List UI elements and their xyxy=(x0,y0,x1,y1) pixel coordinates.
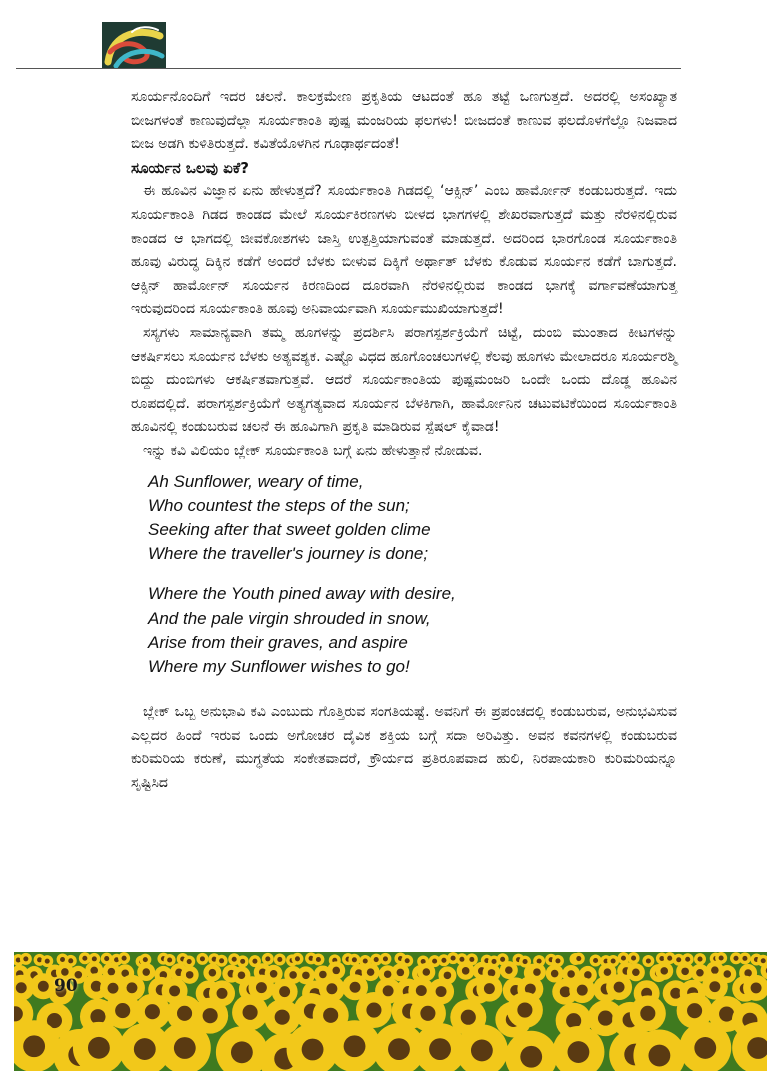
poem-stanza xyxy=(131,470,677,567)
sunflower-icon xyxy=(329,1020,381,1071)
sunflower-icon xyxy=(630,995,666,1031)
sunflower-icon xyxy=(500,961,518,979)
poem-line: Where my Sunflower wishes to go! xyxy=(148,656,410,676)
sunflower-icon xyxy=(216,955,228,967)
header-rule xyxy=(16,68,681,69)
sunflower-icon xyxy=(181,966,199,984)
poem-line: Ah Sunflower, weary of time, xyxy=(148,471,364,491)
sunflower-icon xyxy=(196,953,208,965)
sunflower-field-image xyxy=(14,952,767,1071)
page-number: 90 xyxy=(54,976,78,996)
sunflower-icon xyxy=(655,962,673,980)
sunflower-icon xyxy=(20,953,32,965)
sunflower-icon xyxy=(237,955,249,967)
sunflower-icon xyxy=(379,953,391,965)
sunflower-icon xyxy=(590,955,602,967)
poem-line: Arise from their graves, and aspire xyxy=(148,632,408,652)
poem-line: Seeking after that sweet golden clime xyxy=(148,519,431,539)
poem-line: And the pale virgin shrouded in snow, xyxy=(148,608,431,628)
sunflower-icon xyxy=(203,964,221,982)
sunflower-icon xyxy=(569,977,595,1003)
poem-stanza xyxy=(131,582,677,679)
sunflower-icon xyxy=(348,954,360,966)
sunflower-icon xyxy=(642,955,654,967)
sunflower-icon xyxy=(573,953,585,965)
sunflower-icon xyxy=(694,953,706,965)
sunflower-icon xyxy=(262,953,274,965)
section-heading: ಸೂರ್ಯನ ಒಲವು ಏಕೆ? xyxy=(131,158,249,177)
sunflower-icon xyxy=(627,963,645,981)
poem-line: Where the traveller's journey is done; xyxy=(148,544,429,564)
body-paragraph: ಈ ಹೂವಿನ ವಿಜ್ಞಾನ ಏನು ಹೇಳುತ್ತದೆ? ಸೂರ್ಯಕಾಂತಿ ಗಿಡದಲ್ಲಿ ‘ಆಕ್ಸಿನ್’ ಎಂಬ ಹಾರ್ಮೋನ್ ಕಂಡುಬರುತ್ತದೆ. ಇದು ಸೂರ್ಯಕಾಂತಿ ಗಿಡದ ಕಾಂಡದ ಮೇಲೆ ಸೂರ್ಯಕಿರಣಗಳು ಬೀಳದ ಭಾಗಗಳಲ್ಲಿ ಶೇಖರವಾಗುತ್ತದೆ ಮತ್ತು ನೆರಳಿನಲ್ಲಿರುವ ಕಾಂಡದ ಆ ಭಾಗದಲ್ಲಿ ಜೀವಕೋಶಗಳು ಜಾಸ್ತಿ ಉತ್ಪತ್ತಿಯಾಗುವಂತೆ ಮಾಡುತ್ತದೆ. ಅದರಿಂದ ಭಾರಗೊಂಡ ಸೂರ್ಯಕಾಂತಿ ಹೂವು ವಿರುದ್ಧ ದಿಕ್ಕಿನ ಕಡೆಗೆ ಅಂದರೆ ಬೆಳಕು ಬೀಳುವ ದಿಕ್ಕಿಗೆ ಅರ್ಥಾತ್ ಬೆಳಕು ಕೊಡುವ ಸೂರ್ಯನ ಕಡೆಗೆ ಬಾಗುತ್ತದೆ. ಆಕ್ಸಿನ್ ಹಾರ್ಮೋನ್ ಸೂರ್ಯನ ಕಿರಣದಿಂದ ದೂರವಾಗಿ ನೆರಳಿನಲ್ಲಿರುವ ಕಾಂಡದ ಭಾಗಕ್ಕೆ ವರ್ಗಾವಣೆಯಾಗುತ್ತ ಇರುವುದರಿಂದ ಸೂರ್ಯಕಾಂತಿ ಹೂವು ಅನಿವಾರ್ಯವಾಗಿ ಸೂರ್ಯಮುಖಿಯಾಗುತ್ತದೆ! xyxy=(131,183,677,318)
body-paragraph: ಬ್ಲೇಕ್ ಒಬ್ಬ ಅನುಭಾವಿ ಕವಿ ಎಂಬುದು ಗೊತ್ತಿರುವ ಸಂಗತಿಯಷ್ಟೆ. ಅವನಿಗೆ ಈ ಪ್ರಪಂಚದಲ್ಲಿ ಕಂಡುಬರುವ, ಅನುಭವಿಸುವ ಎಲ್ಲದರ ಹಿಂದೆ ಇರುವ ಒಂದು ಅಗೋಚರ ದೈವಿಕ ಶಕ್ತಿಯ ಬಗ್ಗೆ ಸದಾ ಅರಿವಿತ್ತು. ಅವನ ಕವನಗಳಲ್ಲಿ ಕಂಡುಬರುವ ಕುರಿಮರಿಯ ಕರುಣೆ, ಮುಗ್ಧತೆಯ ಸಂಕೇತವಾದರೆ, ಕ್ರೌರ್ಯದ ಪ್ರತಿರೂಪವಾದ ಹುಲಿ, ನಿರಪಾಯಕಾರಿ ಕುರಿಮರಿಯನ್ನೂ ಸೃಷ್ಟಿಸಿದ xyxy=(131,704,677,791)
article-body xyxy=(131,86,677,796)
sunflower-icon xyxy=(457,962,475,980)
sunflower-icon xyxy=(628,952,640,964)
sunflower-icon xyxy=(476,976,502,1002)
poem-line: Where the Youth pined away with desire, xyxy=(148,584,456,604)
body-paragraph: ಇನ್ನು ಕವಿ ವಿಲಿಯಂ ಬ್ಲೇಕ್ ಸೂರ್ಯಕಾಂತಿ ಬಗ್ಗೆ ಏನು ಹೇಳುತ್ತಾನೆ ನೋಡುವ. xyxy=(143,442,483,459)
sunflower-icon xyxy=(274,953,286,965)
swirl-logo-icon xyxy=(102,22,166,68)
sunflower-icon xyxy=(606,974,632,1000)
sunflower-icon xyxy=(164,954,176,966)
sunflower-icon xyxy=(312,953,324,965)
sunflower-icon xyxy=(232,994,268,1030)
sunflower-icon xyxy=(702,974,728,1000)
poem-line: Who countest the steps of the sun; xyxy=(148,495,410,515)
sunflower-icon xyxy=(291,953,303,965)
sunflower-icon xyxy=(739,952,751,964)
body-paragraph: ಸಸ್ಯಗಳು ಸಾಮಾನ್ಯವಾಗಿ ತಮ್ಮ ಹೂಗಳನ್ನು ಪ್ರದರ್ಶಿಸಿ ಪರಾಗಸ್ಪರ್ಶಕ್ರಿಯೆಗೆ ಚಿಟ್ಟೆ, ದುಂಬಿ ಮುಂತಾದ ಕೀಟಗಳನ್ನು ಆಕರ್ಷಿಸಲು ಸೂರ್ಯನ ಬೆಳಕು ಅತ್ಯವಶ್ಯಕ. ಎಷ್ಟೊ ವಿಧದ ಹೂಗೊಂಚಲುಗಳಲ್ಲಿ ಕೆಲವು ಹೂಗಳು ಮೇಲಾದರೂ ಸೂರ್ಯರಶ್ಮಿ ಬಿದ್ದು ದುಂಬಿಗಳು ಆಕರ್ಷಿತವಾಗುತ್ತವೆ. ಆದರೆ ಸೂರ್ಯಕಾಂತಿಯ ಪುಷ್ಪಮಂಜರಿ ಒಂದೇ ಒಂದು ದೊಡ್ಡ ಹೂವಿನ ರೂಪದಲ್ಲಿದೆ. ಪರಾಗಸ್ಪರ್ಶಕ್ರಿಯೆಗೆ ಅತ್ಯಗತ್ಯವಾದ ಸೂರ್ಯನ ಬೆಳಕಿಗಾಗಿ, ಹಾರ್ಮೋನಿನ ಚಟುವಟಿಕೆಯಿಂದ ಸೂರ್ಯಕಾಂತಿ ಹೂವಿನಲ್ಲಿ ಕಂಡುಬರುವ ಚಲನೆ ಈ ಹೂವಿಗಾಗಿ ಪ್ರಕೃತಿ ಮಾಡಿರುವ ಸ್ಪೆಷಲ್ ಕೈವಾಡ! xyxy=(131,324,677,436)
sunflower-icon xyxy=(118,952,130,964)
body-paragraph: ಸೂರ್ಯನೊಂದಿಗೆ ಇದರ ಚಲನೆ. ಕಾಲಕ್ರಮೇಣ ಪ್ರಕೃತಿಯ ಆಟದಂತೆ ಹೂ ತಟ್ಟೆ ಒಣಗುತ್ತದೆ. ಅದರಲ್ಲಿ ಅಸಂಖ್ಯಾತ ಬೀಜಗಳಂತೆ ಕಾಣುವುದೆಲ್ಲಾ ಸೂರ್ಯಕಾಂತಿ ಪುಷ್ಪ ಮಂಜರಿಯ ಫಲಗಳು! ಬೀಜದಂತೆ ಕಾಣುವ ಫಲದೊಳಗೆಲ್ಲೊ ನಿಜವಾದ ಬೀಜ ಅಡಗಿ ಕುಳಿತಿರುತ್ತದೆ. ಕವಿತೆಯೊಳಗಿನ ಗೂಢಾರ್ಥದಂತೆ! xyxy=(131,89,677,153)
sunflower-icon xyxy=(507,992,543,1028)
